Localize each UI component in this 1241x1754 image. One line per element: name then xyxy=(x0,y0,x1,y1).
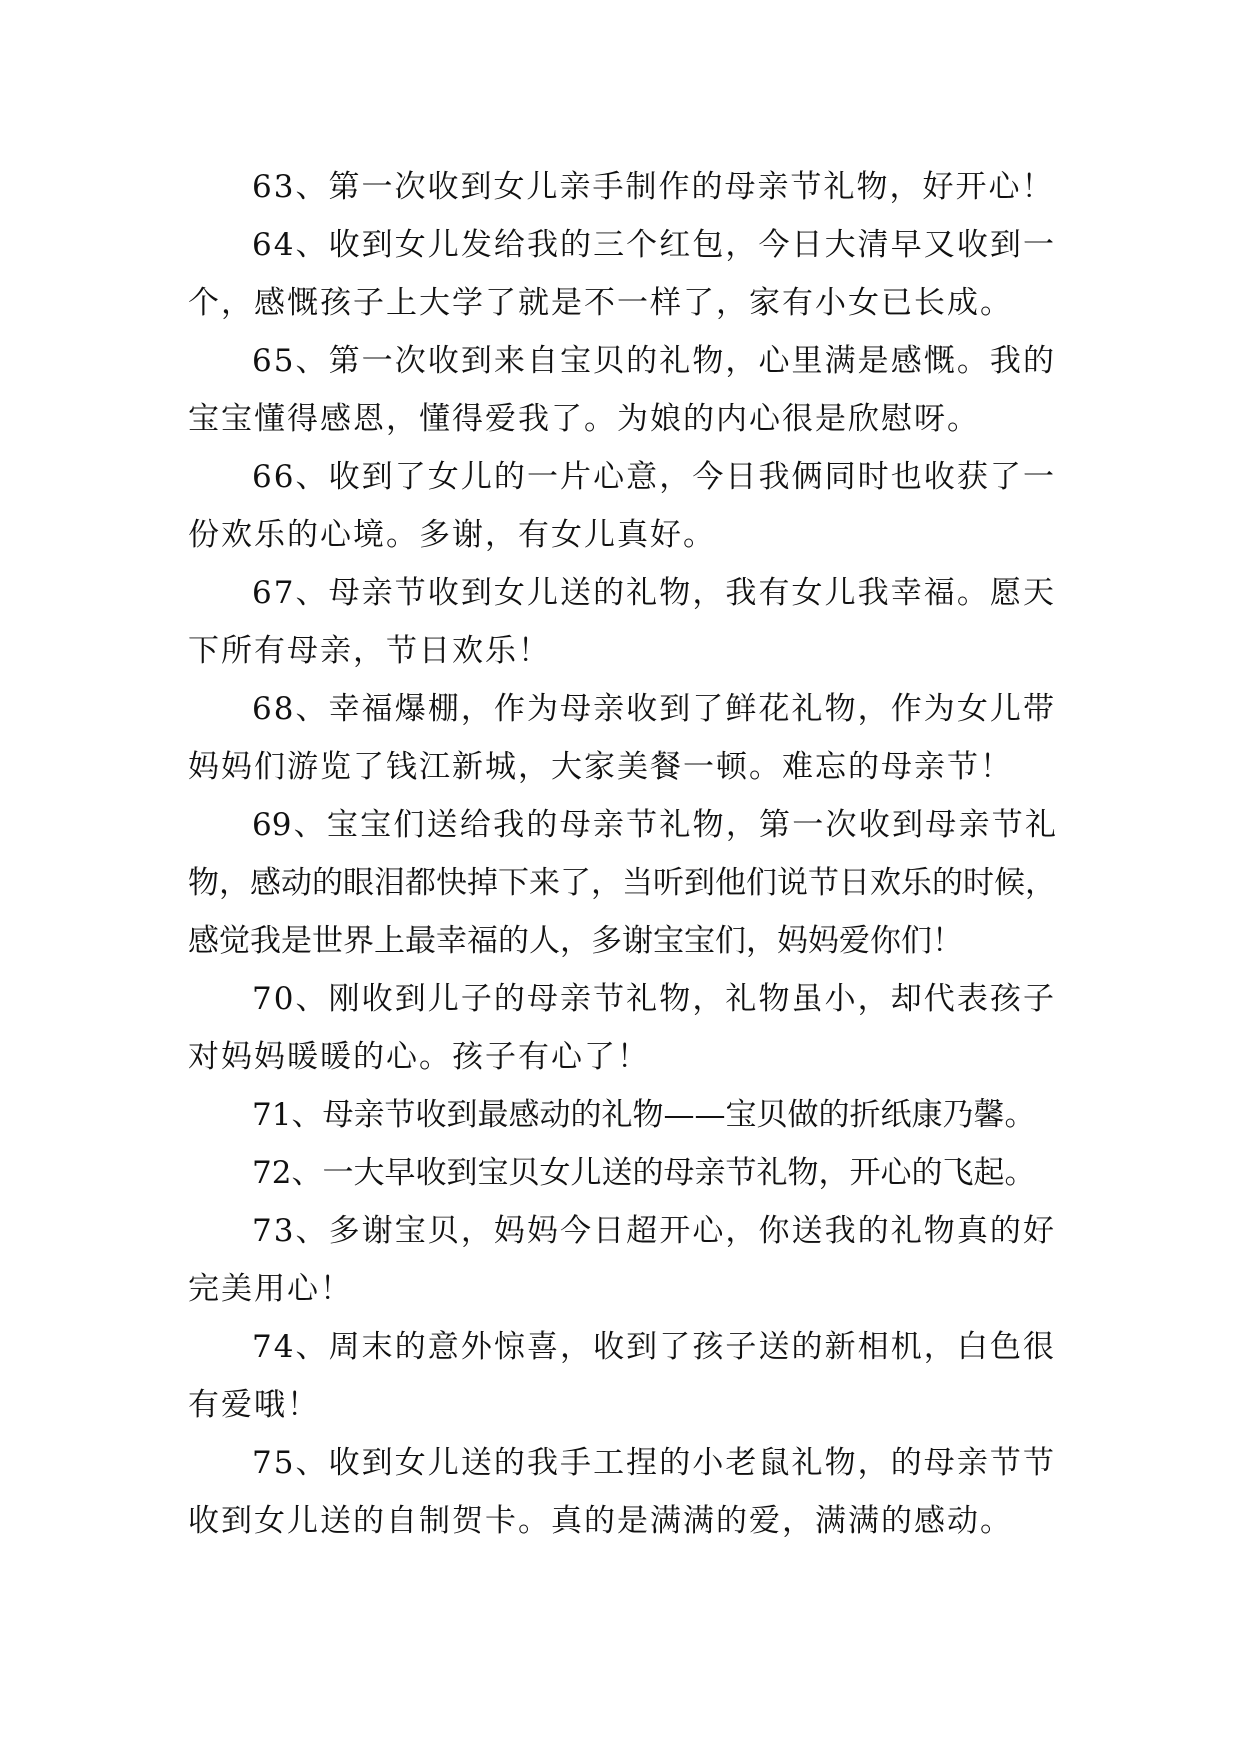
paragraph-63: 63、第一次收到女儿亲手制作的母亲节礼物，好开心！ xyxy=(252,169,1055,205)
paragraph-70: 70、刚收到儿子的母亲节礼物，礼物虽小，却代表孩子对妈妈暖暖的心。孩子有心了！ xyxy=(188,981,1056,1075)
paragraph-74: 74、周末的意外惊喜，收到了孩子送的新相机，白色很有爱哦！ xyxy=(188,1329,1056,1423)
paragraph-73: 73、多谢宝贝，妈妈今日超开心，你送我的礼物真的好完美用心！ xyxy=(188,1213,1056,1307)
paragraph-75: 75、收到女儿送的我手工捏的小老鼠礼物，的母亲节节收到女儿送的自制贺卡。真的是满满的爱，满满的感动。 xyxy=(188,1445,1056,1539)
paragraph-69: 69、宝宝们送给我的母亲节礼物，第一次收到母亲节礼物，感动的眼泪都快掉下来了，当听到他们说节日欢乐的时候，感觉我是世界上最幸福的人，多谢宝宝们，妈妈爱你们！ xyxy=(188,807,1056,959)
paragraph-71: 71、母亲节收到最感动的礼物——宝贝做的折纸康乃馨。 xyxy=(252,1097,1036,1133)
paragraph-64: 64、收到女儿发给我的三个红包，今日大清早又收到一个，感慨孩子上大学了就是不一样了，家有小女已长成。 xyxy=(188,227,1056,321)
paragraph-72: 72、一大早收到宝贝女儿送的母亲节礼物，开心的飞起。 xyxy=(252,1155,1036,1191)
document-body xyxy=(188,158,1056,1550)
paragraph-66: 66、收到了女儿的一片心意，今日我俩同时也收获了一份欢乐的心境。多谢，有女儿真好。 xyxy=(188,459,1056,553)
paragraph-68: 68、幸福爆棚，作为母亲收到了鲜花礼物，作为女儿带妈妈们游览了钱江新城，大家美餐一顿。难忘的母亲节！ xyxy=(188,691,1056,785)
paragraph-67: 67、母亲节收到女儿送的礼物，我有女儿我幸福。愿天下所有母亲，节日欢乐！ xyxy=(188,575,1056,669)
paragraph-65: 65、第一次收到来自宝贝的礼物，心里满是感慨。我的宝宝懂得感恩，懂得爱我了。为娘的内心很是欣慰呀。 xyxy=(188,343,1056,437)
